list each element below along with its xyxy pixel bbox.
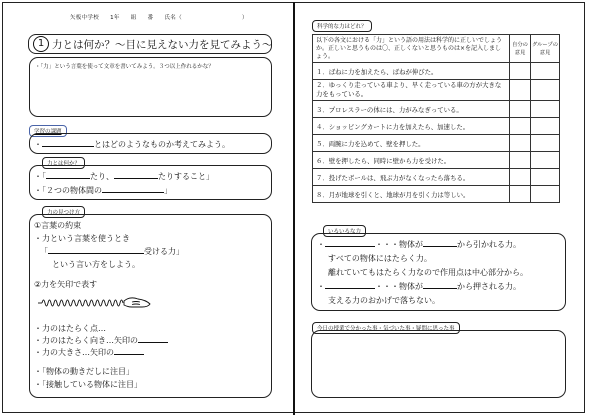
def2-post: 」 xyxy=(164,186,172,195)
table-row xyxy=(313,152,560,169)
what-is-force-box xyxy=(29,165,272,200)
various-forces-box xyxy=(311,233,566,311)
force-definition-line2 xyxy=(34,185,172,196)
normal-mid: ・・・物体が xyxy=(375,282,423,291)
rule2-pre: 「 xyxy=(40,247,48,256)
def1-pre: ・「 xyxy=(34,172,46,181)
task-sentence: とはどのようなものか考えてみよう。 xyxy=(94,140,230,149)
def1-post: たりすること」 xyxy=(158,172,214,181)
self-answer-8[interactable] xyxy=(510,186,531,203)
rule2-blank[interactable] xyxy=(48,253,144,254)
table-row xyxy=(313,186,560,203)
group-answer-6[interactable] xyxy=(531,152,560,169)
self-answer-6[interactable] xyxy=(510,152,531,169)
self-answer-1[interactable] xyxy=(510,63,531,80)
reflection-label: 今日の授業で分かった事・気づいた事・疑問に思った事 xyxy=(312,322,460,334)
normal-source-blank[interactable] xyxy=(423,288,457,289)
writing-prompt: ・「力」という言葉を使って文章を書いてみよう。３つ以上作れるかな？ xyxy=(35,64,214,70)
gravity-mid: ・・・物体が xyxy=(375,240,423,249)
note-contact: ・「接触している物体に注目」 xyxy=(34,380,142,389)
class-label: 組 xyxy=(130,15,137,21)
point-line xyxy=(34,323,106,334)
table-row xyxy=(313,80,560,101)
various-forces-label: いろいろな力 xyxy=(323,225,366,237)
self-answer-7[interactable] xyxy=(510,169,531,186)
group-answer-4[interactable] xyxy=(531,118,560,135)
direction-blank[interactable] xyxy=(138,342,168,343)
def2-blank[interactable] xyxy=(102,192,164,193)
task-bullet: ・ xyxy=(34,140,42,149)
normal-name-blank[interactable] xyxy=(325,288,375,289)
name-close: ） xyxy=(241,15,248,21)
gravity-note1: すべての物体にはたらく力。 xyxy=(328,254,432,263)
normal-bullet: ・ xyxy=(317,282,325,291)
table-row xyxy=(313,118,560,135)
table-header-row xyxy=(313,35,560,63)
number-label: 番 xyxy=(147,15,154,21)
self-opinion-header: 自分の意見 xyxy=(510,35,531,63)
science-force-label: 科学的な力はどれ？ xyxy=(312,20,372,32)
gravity-line xyxy=(317,239,521,250)
statement-8: ８．月が地球を引くと、地球が月を引く力は等しい。 xyxy=(313,186,510,203)
group-answer-8[interactable] xyxy=(531,186,560,203)
self-answer-3[interactable] xyxy=(510,101,531,118)
task-blank[interactable] xyxy=(42,146,94,147)
def1-blank2[interactable] xyxy=(114,178,158,179)
page-divider xyxy=(293,2,295,415)
def1-mid: たり、 xyxy=(90,172,114,181)
rule-line1: ・力という言葉を使うとき xyxy=(34,234,130,243)
group-answer-3[interactable] xyxy=(531,101,560,118)
lesson-task-label: 学習の課題 xyxy=(29,125,67,137)
def1-blank1[interactable] xyxy=(46,178,90,179)
table-row xyxy=(313,169,560,186)
size-text: ・力の大きさ…矢印の xyxy=(34,348,114,357)
def2-pre: ・「２つの物体間の xyxy=(34,186,102,195)
lesson-title-box xyxy=(28,34,272,54)
direction-text: ・力のはたらく向き…矢印の xyxy=(34,336,138,345)
size-blank[interactable] xyxy=(114,354,144,355)
group-opinion-header: グループの意見 xyxy=(531,35,560,63)
lesson-task-text xyxy=(34,139,230,150)
statement-2: ２．ゆっくり走っている車より、早く走っている車の方が大きな力をもっている。 xyxy=(313,80,510,101)
rule-line3: という言い方をしよう。 xyxy=(52,260,140,269)
normal-force-note: 支える力のおかげで落ちない。 xyxy=(328,296,440,305)
statement-1: １．ばねに力を加えたら、ばねが伸びた。 xyxy=(313,63,510,80)
table-row xyxy=(313,101,560,118)
group-answer-1[interactable] xyxy=(531,63,560,80)
group-answer-5[interactable] xyxy=(531,135,560,152)
lesson-number: 1 xyxy=(33,36,49,52)
rule-title: ①言葉の約束 xyxy=(34,221,82,230)
statement-6: ６．壁を押したら、同時に壁から力を受けた。 xyxy=(313,152,510,169)
grade-label: 1年 xyxy=(110,15,120,21)
lesson-title: 力とは何か？～目に見えない力を見てみよう～ xyxy=(52,39,273,51)
normal-force-line xyxy=(317,281,521,292)
school-name: 矢板中学校 xyxy=(70,15,100,21)
statement-3: ３．プロレスラーの体には、力がみなぎっている。 xyxy=(313,101,510,118)
table-row xyxy=(313,63,560,80)
group-answer-7[interactable] xyxy=(531,169,560,186)
size-line xyxy=(34,347,144,358)
note-motion: ・「物体の動きだしに注目」 xyxy=(34,367,134,376)
gravity-note2: 離れていてもはたらく力なので作用点は中心部分から。 xyxy=(328,268,528,277)
statement-5: ５．両腕に力を込めて、壁を押した。 xyxy=(313,135,510,152)
table-question-header: 以下の各文における「力」という語の用法は科学的に正しいでしょうか。正しいと思うものは〇、正しくないと思うものは×を記入しましょう。 xyxy=(313,35,510,63)
spring-hand-illustration xyxy=(36,296,154,310)
gravity-name-blank[interactable] xyxy=(325,246,375,247)
force-definition-line1 xyxy=(34,171,214,182)
direction-line xyxy=(34,335,168,346)
rule-line2 xyxy=(40,246,184,257)
gravity-bullet: ・ xyxy=(317,240,325,249)
name-label: 氏名（ xyxy=(164,15,182,21)
sheet-header xyxy=(70,13,257,21)
reflection-box[interactable] xyxy=(311,330,566,398)
lesson-task-box xyxy=(29,133,272,154)
normal-post: から押される力。 xyxy=(457,282,521,291)
gravity-post: から引かれる力。 xyxy=(457,240,521,249)
arrow-title: ②力を矢印で表す xyxy=(34,280,98,289)
gravity-source-blank[interactable] xyxy=(423,246,457,247)
self-answer-2[interactable] xyxy=(510,80,531,101)
rule2-post: 受ける力」 xyxy=(144,247,184,256)
table-row xyxy=(313,135,560,152)
force-usage-table xyxy=(312,34,560,203)
howto-find-force-label: 力の見つけ方 xyxy=(42,206,85,218)
self-answer-4[interactable] xyxy=(510,118,531,135)
statement-7: ７．投げたボールは、飛ぶ力がなくなったら落ちる。 xyxy=(313,169,510,186)
what-is-force-label: 力とは何か？ xyxy=(42,157,85,169)
self-answer-5[interactable] xyxy=(510,135,531,152)
point-text: ・力のはたらく点… xyxy=(34,324,106,333)
sentence-writing-box[interactable] xyxy=(29,57,272,117)
group-answer-2[interactable] xyxy=(531,80,560,101)
statement-4: ４．ショッピングカートに力を加えたら、加速した。 xyxy=(313,118,510,135)
